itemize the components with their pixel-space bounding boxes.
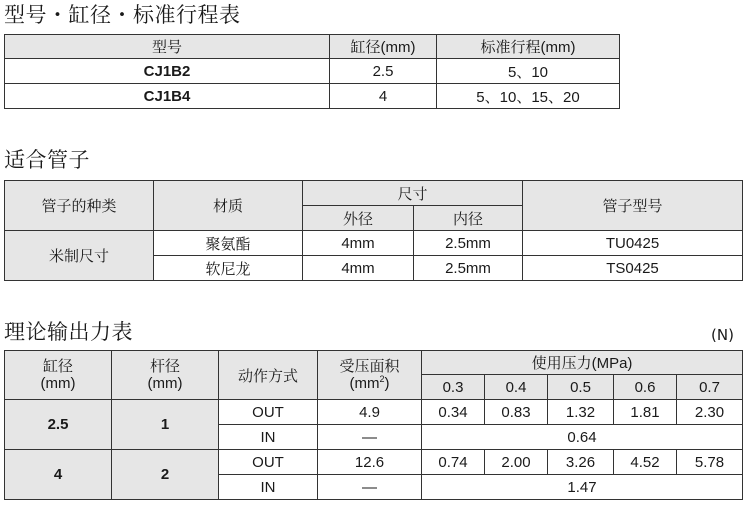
cell-force: 0.74 <box>422 450 485 475</box>
section-title-applicable-tubing: 适合管子 <box>4 148 90 172</box>
cell-area: 12.6 <box>318 450 422 475</box>
applicable-tubing-table <box>4 180 743 281</box>
header-size: 尺寸 <box>303 181 523 206</box>
cell-force-merged: 1.47 <box>422 475 743 500</box>
cell-force: 0.83 <box>485 400 548 425</box>
cell-force: 2.00 <box>485 450 548 475</box>
table-row <box>5 84 620 109</box>
cell-inner: 2.5mm <box>414 231 523 256</box>
header-material: 材质 <box>154 181 303 231</box>
table-header-row <box>5 351 743 375</box>
cell-area: 4.9 <box>318 400 422 425</box>
cell-stroke: 5、10 <box>437 59 620 84</box>
unit-label: (N) <box>711 326 734 344</box>
header-model: 型号 <box>5 35 330 59</box>
cell-rod: 2 <box>112 450 219 500</box>
cell-force: 0.34 <box>422 400 485 425</box>
area-unit-sup: 2 <box>379 374 385 384</box>
header-outer-diameter: 外径 <box>303 206 414 231</box>
header-bore-line1: 缸径 <box>42 358 73 375</box>
header-rod-line2: (mm) <box>147 375 183 392</box>
table-header-row <box>5 181 743 206</box>
table-row <box>5 59 620 84</box>
cell-area: — <box>318 425 422 450</box>
area-unit-close: ) <box>384 375 390 392</box>
cell-outer: 4mm <box>303 231 414 256</box>
table-row <box>5 450 743 475</box>
table-row <box>5 400 743 425</box>
cell-bore: 2.5 <box>330 59 437 84</box>
cell-material: 聚氨酯 <box>154 231 303 256</box>
cell-action: OUT <box>219 450 318 475</box>
header-tube-model: 管子型号 <box>523 181 743 231</box>
header-rod <box>112 351 219 400</box>
header-area-line2 <box>318 375 421 392</box>
header-pressure-value: 0.3 <box>422 375 485 400</box>
cell-tube-model: TS0425 <box>523 256 743 281</box>
cell-bore: 2.5 <box>5 400 112 450</box>
cell-tube-model: TU0425 <box>523 231 743 256</box>
cell-action: OUT <box>219 400 318 425</box>
cell-force: 4.52 <box>614 450 677 475</box>
header-tube-kind: 管子的种类 <box>5 181 154 231</box>
model-bore-stroke-table <box>4 34 620 109</box>
table-header-row <box>5 35 620 59</box>
cell-outer: 4mm <box>303 256 414 281</box>
header-inner-diameter: 内径 <box>414 206 523 231</box>
cell-force: 1.32 <box>548 400 614 425</box>
header-pressure-value: 0.6 <box>614 375 677 400</box>
cell-action: IN <box>219 425 318 450</box>
header-stroke: 标准行程(mm) <box>437 35 620 59</box>
cell-force: 3.26 <box>548 450 614 475</box>
cell-inner: 2.5mm <box>414 256 523 281</box>
area-unit-text: (mm <box>349 375 380 392</box>
header-bore <box>5 351 112 400</box>
cell-tube-kind: 米制尺寸 <box>5 231 154 281</box>
header-rod-line1: 杆径 <box>149 358 180 375</box>
cell-action: IN <box>219 475 318 500</box>
cell-force: 2.30 <box>677 400 743 425</box>
header-pressure-value: 0.5 <box>548 375 614 400</box>
header-pressure-value: 0.4 <box>485 375 548 400</box>
header-bore-line2: (mm) <box>40 375 76 392</box>
cell-force: 5.78 <box>677 450 743 475</box>
cell-model: CJ1B4 <box>5 84 330 109</box>
table-row <box>5 231 743 256</box>
cell-bore: 4 <box>5 450 112 500</box>
cell-model: CJ1B2 <box>5 59 330 84</box>
header-action: 动作方式 <box>219 351 318 400</box>
section-title-model-bore-stroke: 型号・缸径・标准行程表 <box>4 3 241 27</box>
header-bore: 缸径(mm) <box>330 35 437 59</box>
header-operating-pressure: 使用压力(MPa) <box>422 351 743 375</box>
theoretical-output-table <box>4 350 743 500</box>
cell-material: 软尼龙 <box>154 256 303 281</box>
cell-bore: 4 <box>330 84 437 109</box>
cell-force: 1.81 <box>614 400 677 425</box>
cell-stroke: 5、10、15、20 <box>437 84 620 109</box>
header-area <box>318 351 422 400</box>
header-area-line1: 受压面积 <box>339 358 400 375</box>
cell-area: — <box>318 475 422 500</box>
header-pressure-value: 0.7 <box>677 375 743 400</box>
cell-rod: 1 <box>112 400 219 450</box>
cell-force-merged: 0.64 <box>422 425 743 450</box>
section-title-theoretical-output: 理论输出力表 <box>4 320 133 344</box>
